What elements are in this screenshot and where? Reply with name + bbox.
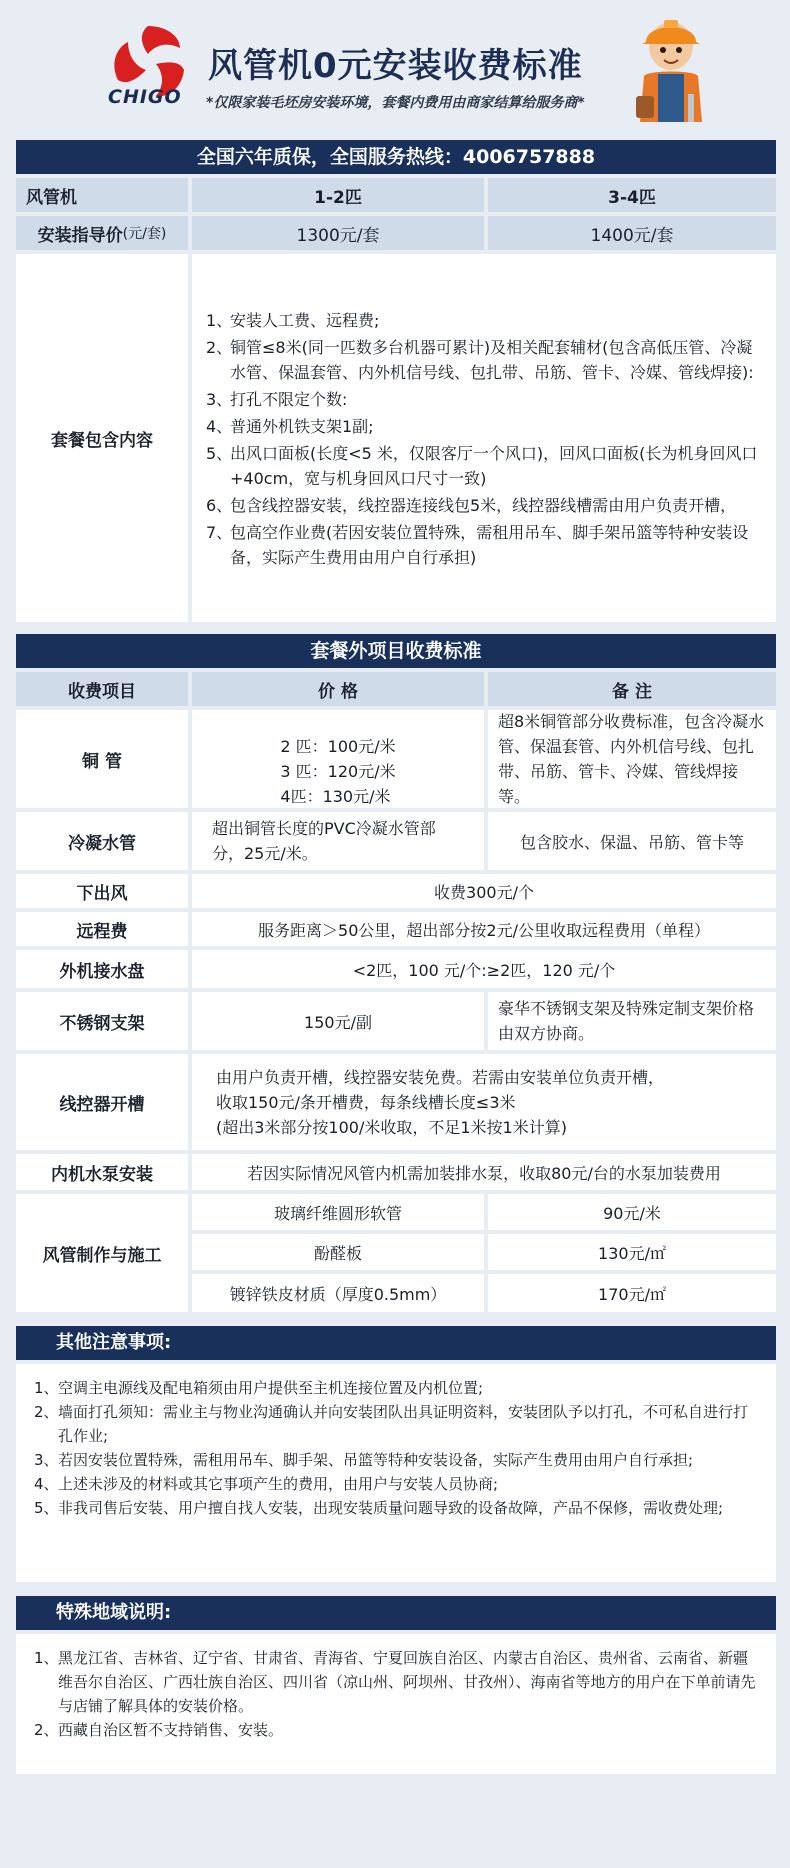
duct-material: 玻璃纤维圆形软管	[192, 1194, 484, 1230]
extras-col-item: 收费项目	[16, 672, 188, 706]
regions-title: 特殊地域说明:	[16, 1596, 776, 1630]
contents-item-number: 7、	[206, 523, 233, 542]
extras-col-note: 备 注	[488, 672, 776, 706]
extras-row-steel-bracket	[16, 992, 776, 1050]
notes-item-number: 2、	[34, 1403, 59, 1421]
notes-item	[34, 1400, 760, 1448]
controller-slot-cell	[192, 1054, 776, 1150]
contents-cell	[192, 254, 776, 622]
warranty-band: 全国六年质保，全国服务热线：4006757888	[16, 140, 776, 174]
drain-price: 超出铜管长度的PVC冷凝水管部分，25元/米。	[212, 819, 436, 863]
regions-list	[34, 1646, 760, 1742]
drain-label: 冷凝水管	[16, 812, 188, 870]
contents-item-number: 1、	[206, 311, 233, 330]
controller-slot-line: (超出3米部分按100/米收取，不足1米按1米计算)	[216, 1117, 567, 1137]
pump-price: 若因实际情况风管内机需加装排水泵，收取80元/台的水泵加装费用	[192, 1154, 776, 1190]
notes-item	[34, 1496, 760, 1520]
duct-price: 90元/米	[488, 1194, 776, 1230]
contents-item-number: 6、	[206, 496, 233, 515]
price-label	[16, 216, 188, 250]
contents-item-text: 包含线控器安装，线控器连接线包5米，线控器线槽需由用户负责开槽，	[230, 496, 737, 515]
notes-item-text: 空调主电源线及配电箱须由用户提供至主机连接位置及内机位置;	[58, 1379, 484, 1397]
price-label-unit: (元/套)	[122, 226, 167, 242]
drain-pan-price: <2匹，100 元/个:≥2匹，120 元/个	[192, 950, 776, 988]
extras-row-copper	[16, 710, 776, 808]
contents-label: 套餐包含内容	[16, 254, 188, 622]
notes-item-number: 1、	[34, 1379, 59, 1397]
contents-item-text: 普通外机铁支架1副;	[230, 417, 374, 436]
notes-item-number: 5、	[34, 1499, 59, 1517]
extras-col-price: 价 格	[192, 672, 484, 706]
regions-item-number: 2、	[34, 1721, 59, 1739]
notes-item	[34, 1376, 760, 1400]
extras-row-pump	[16, 1154, 776, 1190]
duct-sub-row	[192, 1234, 776, 1270]
drain-note: 包含胶水、保温、吊筋、管卡等	[488, 812, 776, 870]
regions-item	[34, 1646, 760, 1718]
notes-item	[34, 1448, 760, 1472]
notes-item-text: 若因安装位置特殊，需租用吊车、脚手架、吊篮等特种安装设备，实际产生费用由用户自行承担;	[58, 1451, 694, 1469]
copper-price-line: 2 匹：100元/米	[280, 736, 396, 756]
remote-price: 服务距离＞50公里，超出部分按2元/公里收取远程费用（单程）	[192, 912, 776, 946]
page-title: 风管机0元安装收费标准	[208, 46, 583, 86]
contents-item	[206, 387, 766, 412]
package-contents-row	[16, 254, 776, 622]
notes-title: 其他注意事项:	[16, 1326, 776, 1360]
contents-item-number: 2、	[206, 338, 233, 357]
controller-slot-line: 由用户负责开槽，线控器安装免费。若需由安装单位负责开槽，	[216, 1067, 665, 1087]
controller-slot-label: 线控器开槽	[16, 1054, 188, 1150]
price-label-text: 安装指导价	[37, 225, 123, 246]
steel-bracket-price: 150元/副	[192, 992, 484, 1050]
duct-price: 130元/㎡	[488, 1234, 776, 1270]
package-col-label: 风管机	[16, 178, 188, 212]
down-outlet-price: 收费300元/个	[192, 874, 776, 908]
notes-item-text: 非我司售后安装、用户擅自找人安装，出现安装质量问题导致的设备故障，产品不保修，需收费处理;	[58, 1499, 724, 1517]
page-subtitle: *仅限家装毛坯房安装环境，套餐内费用由商家结算给服务商*	[206, 95, 585, 111]
down-outlet-label: 下出风	[16, 874, 188, 908]
package-col-a: 1-2匹	[192, 178, 484, 212]
notes-list	[34, 1376, 760, 1520]
copper-price-line: 4匹：130元/米	[280, 786, 391, 806]
extras-row-remote	[16, 912, 776, 946]
contents-item-text: 安装人工费、远程费;	[230, 311, 380, 330]
regions-item-number: 1、	[34, 1649, 59, 1667]
copper-price	[192, 710, 484, 808]
duct-subtable	[192, 1194, 776, 1312]
steel-bracket-note: 豪华不锈钢支架及特殊定制支架价格由双方协商。	[498, 999, 755, 1043]
contents-item	[206, 308, 766, 333]
remote-label: 远程费	[16, 912, 188, 946]
contents-item	[206, 441, 766, 491]
worker-mascot-icon	[628, 12, 714, 132]
controller-slot-line: 收取150元/条开槽费，每条线槽长度≤3米	[216, 1092, 516, 1112]
package-header-row	[16, 178, 776, 212]
extras-band: 套餐外项目收费标准	[16, 634, 776, 668]
contents-item-text: 包高空作业费(若因安装位置特殊，需租用吊车、脚手架吊篮等特种安装设备，实际产生费用由用户自行承担)	[230, 523, 749, 567]
contents-item-text: 打孔不限定个数:	[230, 390, 348, 409]
duct-label: 风管制作与施工	[16, 1194, 188, 1312]
header	[16, 0, 776, 140]
extras-row-down-outlet	[16, 874, 776, 908]
notes-item	[34, 1472, 760, 1496]
contents-item	[206, 335, 766, 385]
drain-pan-label: 外机接水盘	[16, 950, 188, 988]
copper-note: 超8米铜管部分收费标准，包含冷凝水管、保温套管、内外机信号线、包扎带、吊筋、管卡、冷媒、管线焊接等。	[498, 712, 765, 806]
regions-item	[34, 1718, 760, 1742]
regions-item-text: 黑龙江省、吉林省、辽宁省、甘肃省、青海省、宁夏回族自治区、内蒙古自治区、贵州省、云南省、新疆维吾尔自治区、广西壮族自治区、四川省（凉山州、阿坝州、甘孜州）、海南省等地方的用户在下单前请先与店铺了解具体的安装价格。	[58, 1649, 756, 1715]
contents-item-text: 铜管≤8米(同一匹数多台机器可累计)及相关配套辅材(包含高低压管、冷凝水管、保温套管、内外机信号线、包扎带、吊筋、管卡、冷媒、管线焊接):	[230, 338, 754, 382]
duct-sub-row	[192, 1194, 776, 1230]
copper-label: 铜 管	[16, 710, 188, 808]
regions-box	[16, 1634, 776, 1774]
extras-header-row	[16, 672, 776, 706]
contents-item-number: 4、	[206, 417, 233, 436]
logo-text: CHIGO	[108, 86, 182, 108]
package-col-b: 3-4匹	[488, 178, 776, 212]
copper-note-cell	[488, 710, 776, 808]
package-price-row	[16, 216, 776, 250]
duct-material: 镀锌铁皮材质（厚度0.5mm）	[192, 1274, 484, 1312]
notes-box	[16, 1364, 776, 1582]
contents-item-number: 3、	[206, 390, 233, 409]
contents-item-number: 5、	[206, 444, 233, 463]
extras-row-drain-pan	[16, 950, 776, 988]
notes-item-number: 4、	[34, 1475, 59, 1493]
notes-item-number: 3、	[34, 1451, 59, 1469]
steel-bracket-note-cell	[488, 992, 776, 1050]
contents-item	[206, 520, 766, 570]
contents-item	[206, 414, 766, 439]
extras-row-controller-slot	[16, 1054, 776, 1150]
contents-list	[192, 292, 776, 584]
notes-item-text: 墙面打孔须知：需业主与物业沟通确认并向安装团队出具证明资料，安装团队予以打孔，不可私自进行打孔作业;	[58, 1403, 749, 1445]
steel-bracket-label: 不锈钢支架	[16, 992, 188, 1050]
duct-price: 170元/㎡	[488, 1274, 776, 1312]
notes-item-text: 上述未涉及的材料或其它事项产生的费用，由用户与安装人员协商;	[58, 1475, 499, 1493]
duct-material: 酚醛板	[192, 1234, 484, 1270]
price-a: 1300元/套	[192, 216, 484, 250]
duct-sub-row	[192, 1274, 776, 1312]
price-b: 1400元/套	[488, 216, 776, 250]
regions-item-text: 西藏自治区暂不支持销售、安装。	[58, 1721, 284, 1739]
extras-row-drain	[16, 812, 776, 870]
drain-price-cell	[192, 812, 484, 870]
contents-item	[206, 493, 766, 518]
extras-row-duct	[16, 1194, 776, 1312]
copper-price-line: 3 匹：120元/米	[280, 761, 396, 781]
contents-item-text: 出风口面板(长度<5 米，仅限客厅一个风口)，回风口面板(长为机身回风口+40cm，宽与机身回风口尺寸一致)	[230, 444, 758, 488]
pump-label: 内机水泵安装	[16, 1154, 188, 1190]
